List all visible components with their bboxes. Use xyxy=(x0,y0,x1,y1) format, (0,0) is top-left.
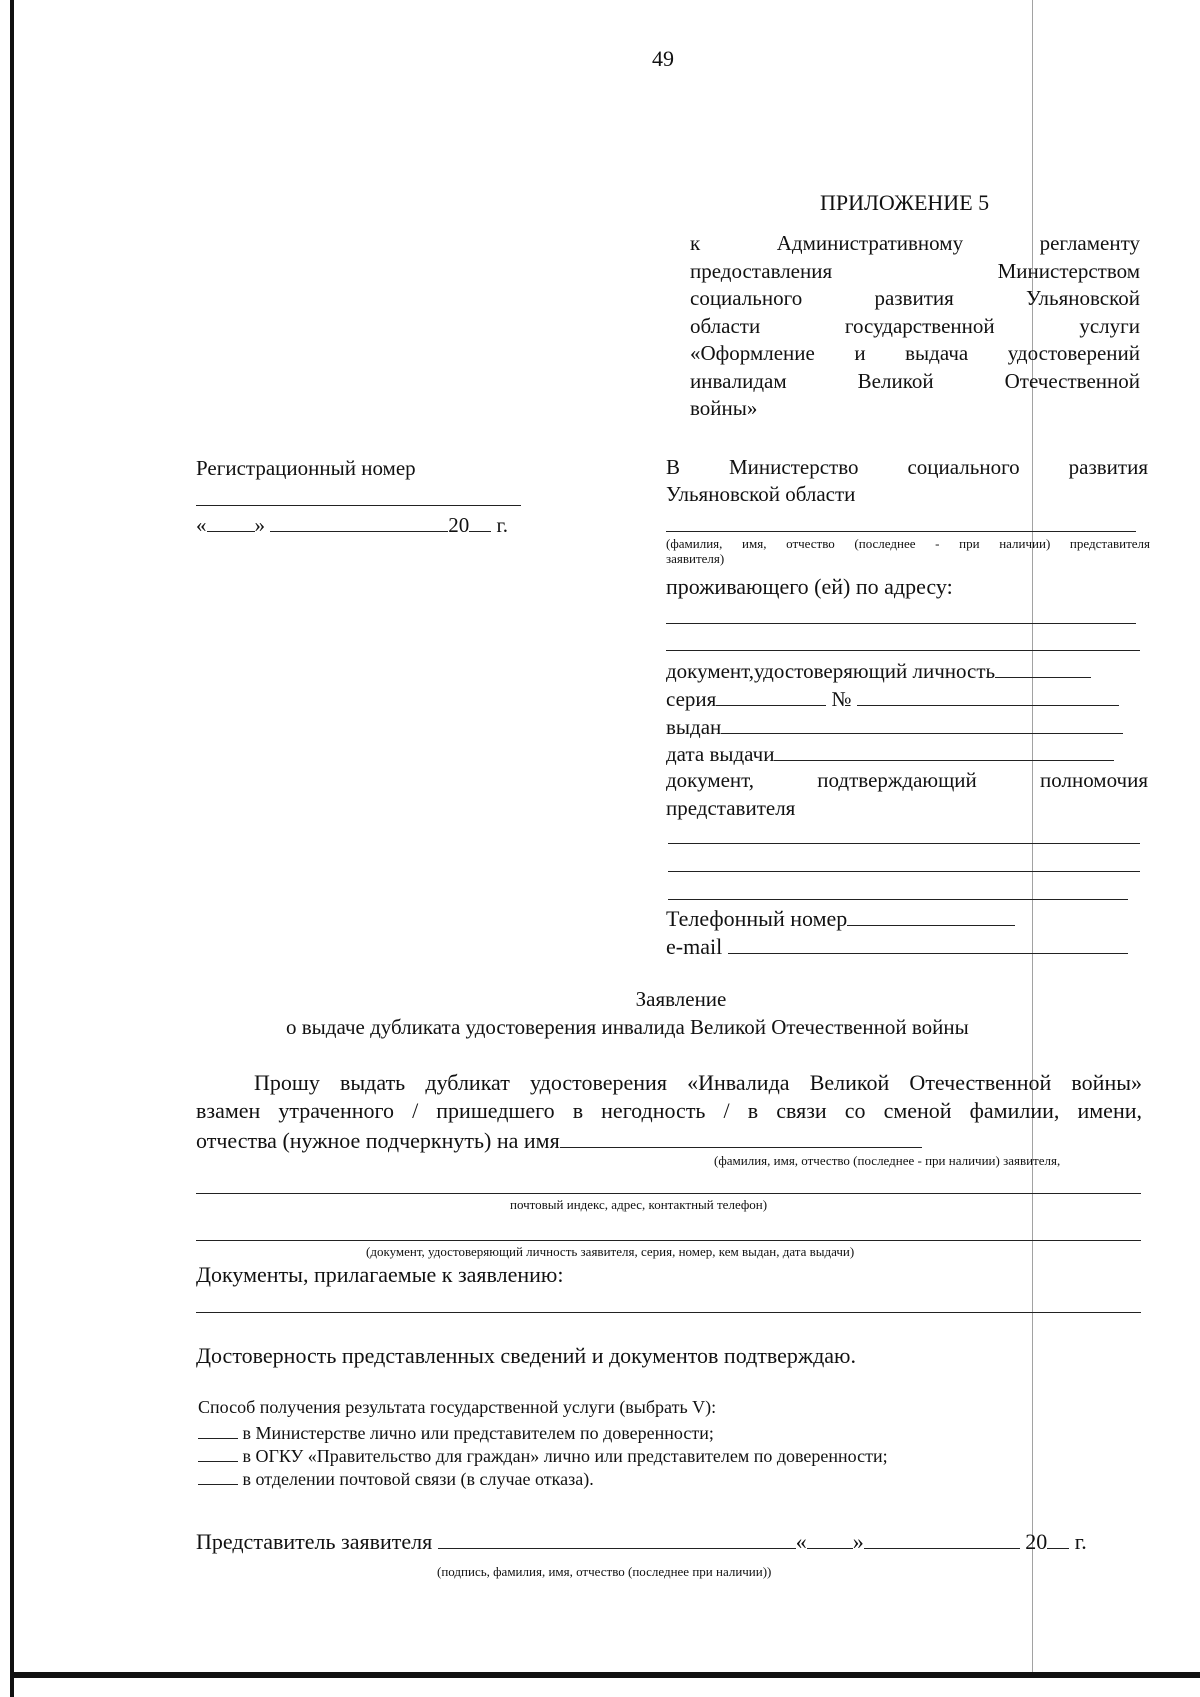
number-field[interactable] xyxy=(857,684,1119,706)
address-field-1[interactable] xyxy=(666,623,1136,624)
sign-month-field[interactable] xyxy=(864,1526,1020,1549)
id-doc-row: документ,удостоверяющий личность xyxy=(666,656,1091,684)
sign-year-field[interactable] xyxy=(1047,1526,1069,1549)
confirmation-text: Достоверность представленных сведений и документов подтверждаю. xyxy=(196,1343,856,1368)
applicant-fio-field[interactable] xyxy=(666,531,1136,532)
issue-date-row: дата выдачи xyxy=(666,739,1114,767)
body-line-3: отчества (нужное подчеркнуть) на имя xyxy=(196,1128,560,1153)
authority-doc-label: документ, подтверждающий полномочия xyxy=(666,768,1148,792)
signature-hint: (подпись, фамилия, имя, отчество (последнее при наличии)) xyxy=(437,1564,772,1579)
issued-field[interactable] xyxy=(721,712,1123,734)
registration-month-field[interactable] xyxy=(270,510,448,532)
method-option-1: в Министерстве лично или представителем по доверенности; xyxy=(198,1420,714,1444)
representative-label: представителя xyxy=(666,796,796,820)
authority-block xyxy=(666,766,1148,822)
email-field[interactable] xyxy=(728,931,1128,954)
addressee-line2: Ульяновской области xyxy=(666,482,856,506)
body-line-2: взамен утраченного / пришедшего в негодность / в связи со сменой фамилии, имени, xyxy=(196,1098,1142,1123)
hint-document: (документ, удостоверяющий личность заявителя, серия, номер, кем выдан, дата выдачи) xyxy=(366,1244,855,1259)
address-field-2[interactable] xyxy=(666,650,1140,651)
body-line-1: Прошу выдать дубликат удостоверения «Инвалида Великой Отечественной войны» xyxy=(254,1070,1142,1095)
phone-field[interactable] xyxy=(847,903,1015,926)
appendix-line: социального развития Ульяновской xyxy=(690,286,1140,310)
appendix-line: области государственной услуги xyxy=(690,313,1140,338)
addressee-block xyxy=(666,454,1148,508)
appendix-block xyxy=(690,230,1140,423)
method-title: Способ получения результата государственной услуги (выбрать V): xyxy=(198,1397,717,1417)
signature-field[interactable] xyxy=(438,1526,796,1549)
hint-fio: (фамилия, имя, отчество (последнее - при наличии) заявителя, xyxy=(714,1153,1061,1168)
method-checkbox-1[interactable] xyxy=(198,1420,238,1439)
sign-day-field[interactable] xyxy=(807,1526,853,1549)
scan-edge-left xyxy=(10,0,14,1697)
registration-day-field[interactable] xyxy=(207,510,255,532)
series-field[interactable] xyxy=(716,684,826,706)
attached-docs-label: Документы, прилагаемые к заявлению: xyxy=(196,1262,564,1287)
authority-field-3[interactable] xyxy=(668,899,1128,900)
statement-title: Заявление xyxy=(635,987,727,1011)
series-row: серия № xyxy=(666,684,1119,712)
name-field[interactable] xyxy=(560,1125,922,1148)
address-line-field[interactable] xyxy=(196,1193,1141,1194)
appendix-line: к Административному регламенту xyxy=(690,231,1140,255)
appendix-line: инвалидам Великой Отечественной xyxy=(690,368,1140,393)
method-option-3: в отделении почтовой связи (в случае отказа). xyxy=(198,1466,594,1490)
addressee-line1: В Министерство социального развития xyxy=(666,455,1148,479)
appendix-line: «Оформление и выдача удостоверений xyxy=(690,341,1140,365)
document-line-field[interactable] xyxy=(196,1240,1141,1241)
registration-year-field[interactable] xyxy=(469,510,491,532)
registration-date: « » 20 г. xyxy=(196,510,508,538)
issue-date-field[interactable] xyxy=(774,739,1114,761)
issued-row: выдан xyxy=(666,712,1123,740)
phone-row: Телефонный номер xyxy=(666,903,1015,932)
page-number: 49 xyxy=(652,46,674,71)
fio-hint: (фамилия, имя, отчество (последнее - при наличии) представителя заявителя) xyxy=(666,536,1150,566)
method-option-2: в ОГКУ «Правительство для граждан» лично или представителем по доверенности; xyxy=(198,1443,888,1467)
hint-address: почтовый индекс, адрес, контактный телефон) xyxy=(510,1197,768,1212)
representative-row: Представитель заявителя « » 20 г. xyxy=(196,1526,1087,1555)
statement-body xyxy=(196,1069,1142,1155)
scan-edge-bottom xyxy=(10,1672,1200,1678)
authority-field-2[interactable] xyxy=(668,871,1140,872)
id-doc-field[interactable] xyxy=(995,656,1091,678)
statement-subtitle: о выдаче дубликата удостоверения инвалида Великой Отечественной войны xyxy=(286,1015,969,1039)
authority-field-1[interactable] xyxy=(668,843,1140,844)
appendix-line: предоставления Министерством xyxy=(690,258,1140,283)
appendix-line: войны» xyxy=(690,396,758,420)
email-row: e-mail xyxy=(666,931,1128,960)
method-checkbox-3[interactable] xyxy=(198,1466,238,1485)
registration-number-line[interactable] xyxy=(196,505,521,506)
appendix-title: ПРИЛОЖЕНИЕ 5 xyxy=(820,190,990,215)
registration-label: Регистрационный номер xyxy=(196,456,416,480)
residing-label: проживающего (ей) по адресу: xyxy=(666,574,953,599)
attached-docs-field[interactable] xyxy=(196,1312,1141,1313)
method-checkbox-2[interactable] xyxy=(198,1443,238,1462)
